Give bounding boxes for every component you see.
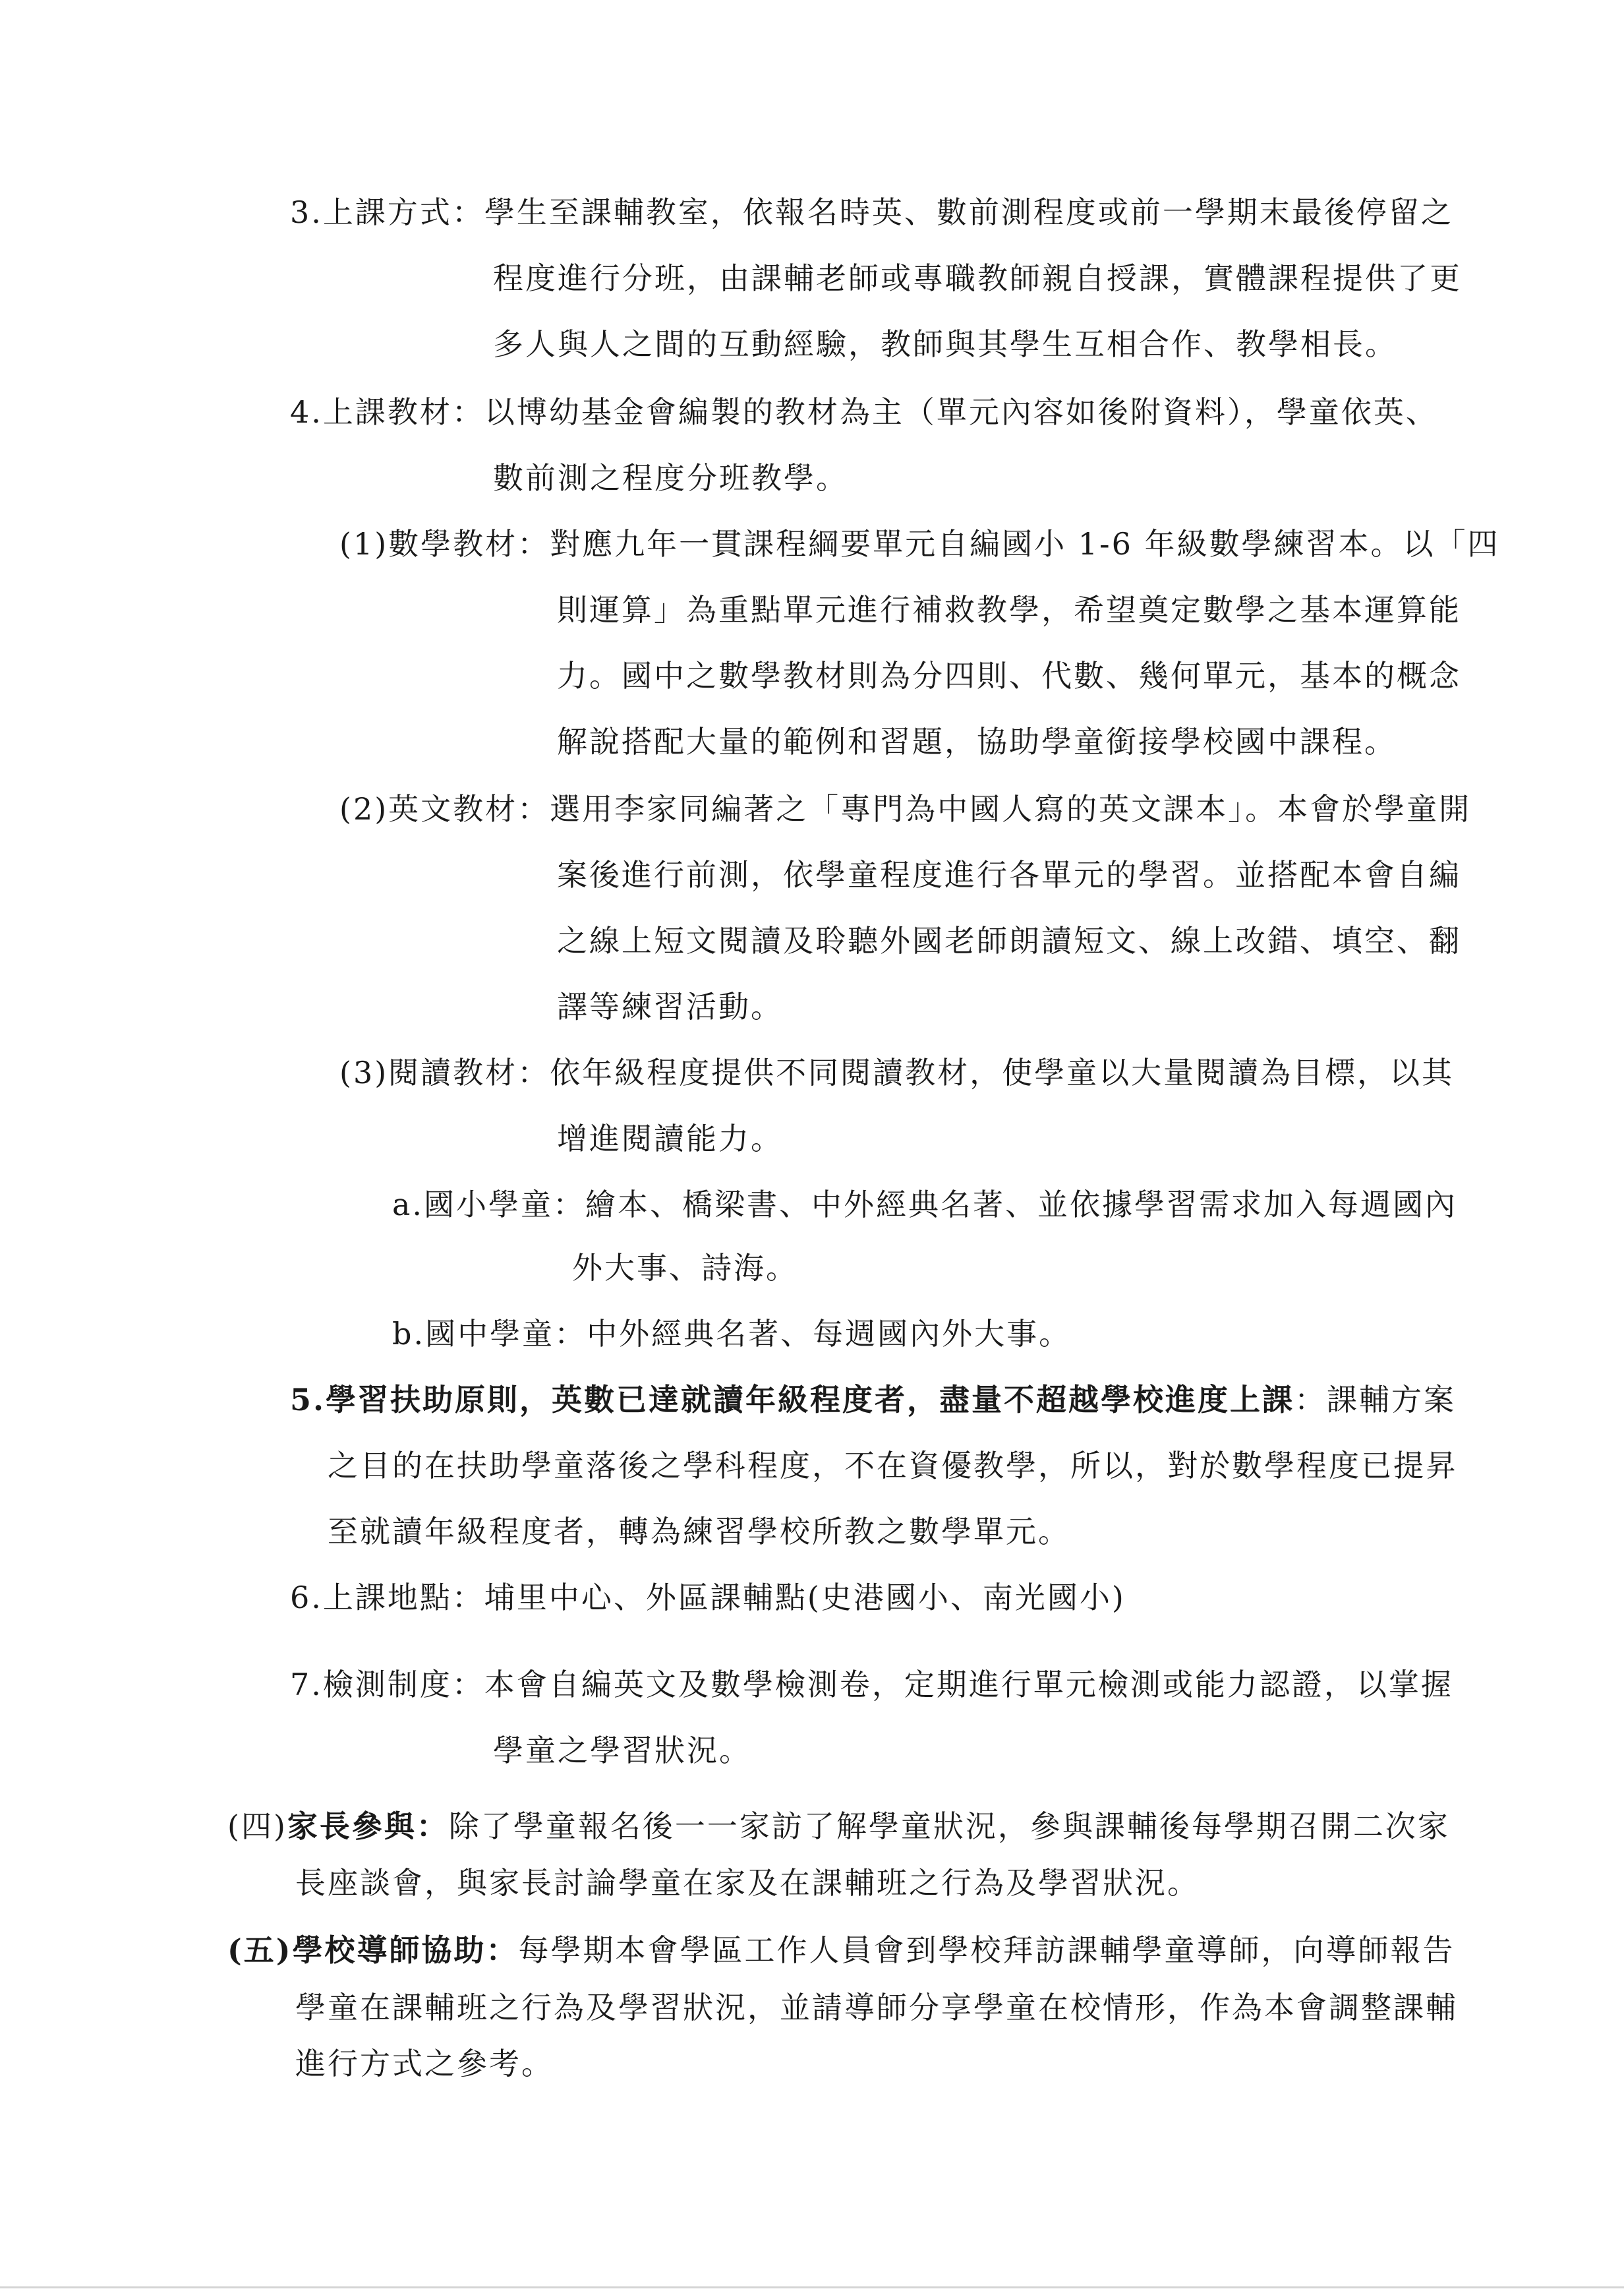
english-line4: 譯等練習活動。 <box>557 989 783 1025</box>
reading-a-line2: 外大事、詩海。 <box>572 1250 798 1286</box>
reading-label: (3)閱讀教材： <box>339 1055 550 1090</box>
reading-b-line1: b.國中學童：中外經典名著、每週國內外大事。 <box>392 1316 1072 1352</box>
item5-line3: 至就讀年級程度者，轉為練習學校所教之數學單元。 <box>328 1514 1070 1549</box>
item6-label: 6.上課地點： <box>290 1580 484 1615</box>
section4-line2: 長座談會，與家長討論學童在家及在課輔班之行為及學習狀況。 <box>295 1865 1200 1901</box>
math-label: (1)數學教材： <box>339 526 550 562</box>
item4-line2: 數前測之程度分班教學。 <box>493 460 848 496</box>
section4-line1: (四)家長參與：除了學童報名後一一家訪了解學童狀況，參與課輔後每學期召開二次家 <box>227 1808 1450 1844</box>
item5-line1: 5.學習扶助原則，英數已達就讀年級程度者，盡量不超越學校進度上課：課輔方案 <box>290 1382 1457 1417</box>
item7-label: 7.檢測制度： <box>290 1667 484 1702</box>
item4-label: 4.上課教材： <box>290 394 484 430</box>
reading-a-label: a.國小學童： <box>392 1187 586 1222</box>
section5-heading: (五)學校導師協助： <box>227 1932 519 1968</box>
reading-line1: (3)閱讀教材：依年級程度提供不同閱讀教材，使學童以大量閱讀為目標，以其 <box>339 1055 1455 1090</box>
item3-line3: 多人與人之間的互動經驗，教師與其學生互相合作、教學相長。 <box>493 326 1397 362</box>
section4-heading: 家長參與： <box>287 1808 449 1844</box>
math-line3: 力。國中之數學教材則為分四則、代數、幾何單元，基本的概念 <box>557 658 1461 694</box>
item3-line2: 程度進行分班，由課輔老師或專職教師親自授課，實體課程提供了更 <box>493 260 1462 296</box>
reading-b-label: b.國中學童： <box>392 1316 587 1352</box>
section5-line1: (五)學校導師協助：每學期本會學區工作人員會到學校拜訪課輔學童導師，向導師報告 <box>227 1932 1455 1968</box>
english-line2: 案後進行前測，依學童程度進行各單元的學習。並搭配本會自編 <box>557 857 1461 893</box>
english-line1: (2)英文教材：選用李家同編著之「專門為中國人寫的英文課本」。本會於學童開 <box>339 791 1472 827</box>
math-line4: 解說搭配大量的範例和習題，協助學童銜接學校國中課程。 <box>557 724 1397 759</box>
item6-line1: 6.上課地點：埔里中心、外區課輔點(史港國小、南光國小) <box>290 1580 1126 1615</box>
english-line3: 之線上短文閱讀及聆聽外國老師朗讀短文、線上改錯、填空、翻 <box>557 923 1461 959</box>
item5-bold-heading: 5.學習扶助原則，英數已達就讀年級程度者，盡量不超越學校進度上課 <box>290 1382 1295 1417</box>
item4-line1: 4.上課教材：以博幼基金會編製的教材為主（單元內容如後附資料），學童依英、 <box>290 394 1438 430</box>
item3-label: 3.上課方式： <box>290 194 484 230</box>
scan-edge-divider <box>0 2286 1624 2288</box>
reading-line2: 增進閱讀能力。 <box>557 1121 783 1156</box>
item5-line2: 之目的在扶助學童落後之學科程度，不在資優教學，所以，對於數學程度已提昇 <box>328 1448 1458 1483</box>
math-line2: 則運算」為重點單元進行補救教學，希望奠定數學之基本運算能 <box>557 592 1461 628</box>
item7-line1: 7.檢測制度：本會自編英文及數學檢測卷，定期進行單元檢測或能力認證，以掌握 <box>290 1667 1453 1702</box>
english-label: (2)英文教材： <box>339 791 550 827</box>
reading-a-line1: a.國小學童：繪本、橋梁書、中外經典名著、並依據學習需求加入每週國內 <box>392 1187 1458 1222</box>
section4-label: (四) <box>227 1808 287 1844</box>
item3-line1: 3.上課方式：學生至課輔教室，依報名時英、數前測程度或前一學期末最後停留之 <box>290 194 1453 230</box>
math-line1: (1)數學教材：對應九年一貫課程綱要單元自編國小 1-6 年級數學練習本。以「四 <box>339 526 1500 562</box>
item7-line2: 學童之學習狀況。 <box>493 1733 751 1768</box>
section5-line3: 進行方式之參考。 <box>295 2046 554 2081</box>
section5-line2: 學童在課輔班之行為及學習狀況，並請導師分享學童在校情形，作為本會調整課輔 <box>295 1990 1458 2025</box>
